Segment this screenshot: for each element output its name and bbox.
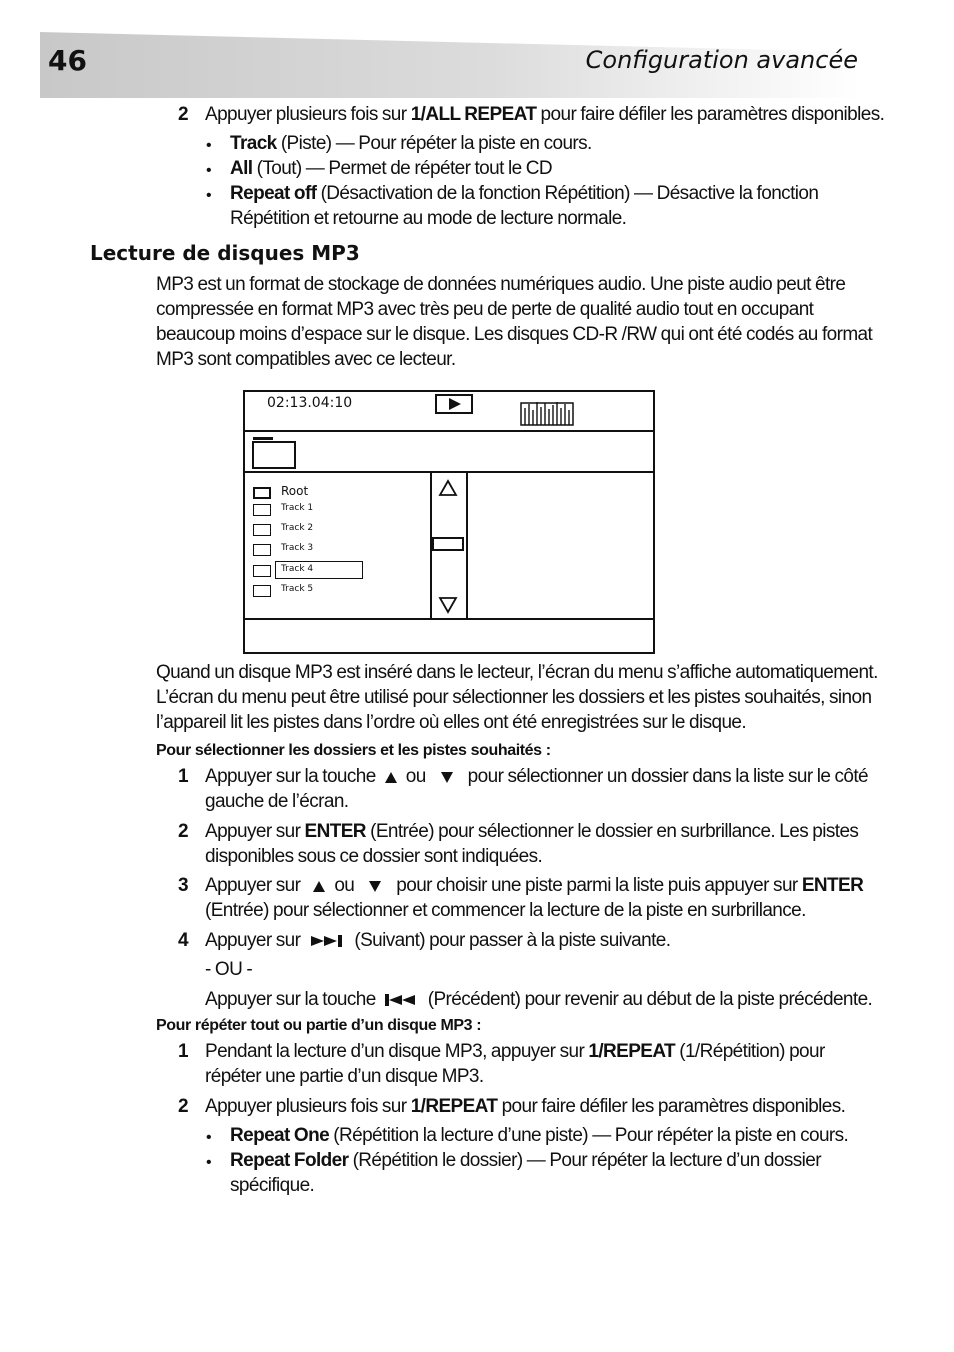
folder-tab <box>253 437 273 440</box>
down-arrow-icon <box>368 879 382 893</box>
play-indicator <box>435 394 473 414</box>
mp3-menu-screen-diagram <box>243 390 655 654</box>
list-item-label: Root <box>281 484 309 498</box>
bullet-continuation: Répétition et retourne au mode de lecture normale. <box>230 208 627 229</box>
bullet-marker: • <box>206 187 212 204</box>
step-continuation: disponibles sous ce dossier sont indiquées. <box>205 846 543 867</box>
step-text <box>205 764 868 789</box>
bullet-marker: • <box>206 1129 212 1146</box>
key-label: 1/ALL REPEAT <box>410 104 537 125</box>
step-text-part: Appuyer sur <box>205 821 305 842</box>
folder-icon <box>252 441 296 469</box>
bullet-marker: • <box>206 162 212 179</box>
divider <box>245 618 653 620</box>
bullet-bold: Repeat One <box>230 1125 330 1146</box>
bullet-marker: • <box>206 137 212 154</box>
step-text-part: Appuyer sur <box>205 875 301 896</box>
step-text-part: Appuyer plusieurs fois sur <box>205 104 411 125</box>
subheading: Pour sélectionner les dossiers et les pistes souhaités : <box>156 742 551 759</box>
equalizer-icon <box>520 400 576 428</box>
step-text-part: (Entrée) pour sélectionner le dossier en surbrillance. Les pistes <box>365 821 859 842</box>
bullet-bold: All <box>230 158 253 179</box>
step-text-part: ou <box>405 766 426 787</box>
paragraph-line: Quand un disque MP3 est inséré dans le lecteur, l’écran du menu s’affiche automatiquement. <box>156 662 878 683</box>
list-item-label: Track 1 <box>281 503 314 513</box>
list-item-label: Track 4 <box>281 564 314 574</box>
play-icon <box>437 396 471 412</box>
page-number: 46 <box>48 44 87 77</box>
bullet-bold: Repeat Folder <box>230 1150 349 1171</box>
bullet-text: (Répétition le dossier) — Pour répéter la lecture d’un dossier <box>348 1150 821 1171</box>
list-item-label: Track 5 <box>281 584 314 594</box>
divider <box>245 471 653 473</box>
bullet-item <box>230 156 552 181</box>
folder-checkbox <box>253 487 271 499</box>
track-checkbox <box>253 524 271 536</box>
bullet-text: (Répétition la lecture d’une piste) — Pour répéter la piste en cours. <box>329 1125 849 1146</box>
paragraph-line: L’écran du menu peut être utilisé pour sélectionner les dossiers et les pistes souhaités, sinon <box>156 687 872 708</box>
divider <box>466 472 468 618</box>
key-label: 1/REPEAT <box>588 1041 676 1062</box>
step-text-part: pour faire défiler les paramètres disponibles. <box>536 104 885 125</box>
step-text <box>205 819 858 844</box>
step-number: 3 <box>178 875 188 896</box>
intro-line: MP3 sont compatibles avec ce lecteur. <box>156 349 456 370</box>
step-number: 1 <box>178 766 188 787</box>
step-text-part: Appuyer plusieurs fois sur <box>205 1096 411 1117</box>
bullet-bold: Track <box>230 133 277 154</box>
scroll-up-icon[interactable] <box>437 478 459 498</box>
key-label: ENTER <box>801 875 864 896</box>
step-text <box>205 102 884 127</box>
bullet-item <box>230 131 592 156</box>
step-text-part: pour faire défiler les paramètres disponibles. <box>497 1096 846 1117</box>
step-text-part: ou <box>334 875 355 896</box>
step-continuation: gauche de l’écran. <box>205 791 349 812</box>
time-readout: 02:13.04:10 <box>267 395 353 411</box>
step-number: 1 <box>178 1041 188 1062</box>
scroll-down-icon[interactable] <box>437 595 459 615</box>
step-text-part: Appuyer sur la touche <box>205 766 376 787</box>
step-text <box>205 928 670 953</box>
next-track-icon <box>310 934 348 948</box>
step-text-part: pour choisir une piste parmi la liste puis appuyer sur <box>396 875 802 896</box>
bullet-text: (Tout) — Permet de répéter tout le CD <box>252 158 552 179</box>
previous-track-icon <box>384 993 422 1007</box>
bullet-item <box>230 181 818 206</box>
step-text <box>205 1094 845 1119</box>
bullet-item <box>230 1148 821 1173</box>
bullet-marker: • <box>206 1154 212 1171</box>
step-text-part: (Suivant) pour passer à la piste suivante. <box>354 930 671 951</box>
up-arrow-icon <box>384 770 398 784</box>
step-text <box>205 873 863 898</box>
list-item-label: Track 2 <box>281 523 314 533</box>
step-number: 2 <box>178 821 188 842</box>
bullet-continuation: spécifique. <box>230 1175 315 1196</box>
step-text-part: Appuyer sur <box>205 930 301 951</box>
section-heading: Lecture de disques MP3 <box>90 241 360 265</box>
page-title: Configuration avancée <box>585 46 858 74</box>
bullet-text: (Désactivation de la fonction Répétition) — Désactive la fonction <box>316 183 819 204</box>
intro-line: compressée en format MP3 avec très peu de perte de qualité audio tout en occupant <box>156 299 814 320</box>
key-label: 1/REPEAT <box>410 1096 498 1117</box>
bullet-text: (Piste) — Pour répéter la piste en cours. <box>276 133 592 154</box>
down-arrow-icon <box>440 770 454 784</box>
step-continuation: (Entrée) pour sélectionner et commencer la lecture de la piste en surbrillance. <box>205 900 806 921</box>
intro-line: beaucoup moins d’espace sur le disque. Les disques CD-R /RW qui ont été codés au format <box>156 324 873 345</box>
divider <box>245 430 653 432</box>
bullet-item <box>230 1123 848 1148</box>
step-number: 2 <box>178 104 188 125</box>
step-text-part: Pendant la lecture d’un disque MP3, appuyer sur <box>205 1041 589 1062</box>
key-label: ENTER <box>304 821 366 842</box>
scrollbar-thumb[interactable] <box>432 537 464 551</box>
step-text-part: (Précédent) pour revenir au début de la piste précédente. <box>427 989 873 1010</box>
step-continuation: répéter une partie d’un disque MP3. <box>205 1066 484 1087</box>
step-number: 2 <box>178 1096 188 1117</box>
step-text <box>205 987 872 1012</box>
subheading: Pour répéter tout ou partie d’un disque MP3 : <box>156 1017 482 1034</box>
list-item-label: Track 3 <box>281 543 314 553</box>
track-checkbox <box>253 585 271 597</box>
step-text-part: pour sélectionner un dossier dans la liste sur le côté <box>467 766 869 787</box>
step-text <box>205 1039 825 1064</box>
track-checkbox <box>253 504 271 516</box>
bullet-bold: Repeat off <box>230 183 317 204</box>
intro-line: MP3 est un format de stockage de données numériques audio. Une piste audio peut être <box>156 274 846 295</box>
track-checkbox <box>253 544 271 556</box>
step-text-part: Appuyer sur la touche <box>205 989 376 1010</box>
paragraph-line: l’appareil lit les pistes dans l’ordre où elles ont été enregistrées sur le disque. <box>156 712 747 733</box>
step-text-part: (1/Répétition) pour <box>675 1041 825 1062</box>
track-checkbox <box>253 565 271 577</box>
step-number: 4 <box>178 930 188 951</box>
or-separator: - OU - <box>205 959 253 980</box>
up-arrow-icon <box>312 879 326 893</box>
